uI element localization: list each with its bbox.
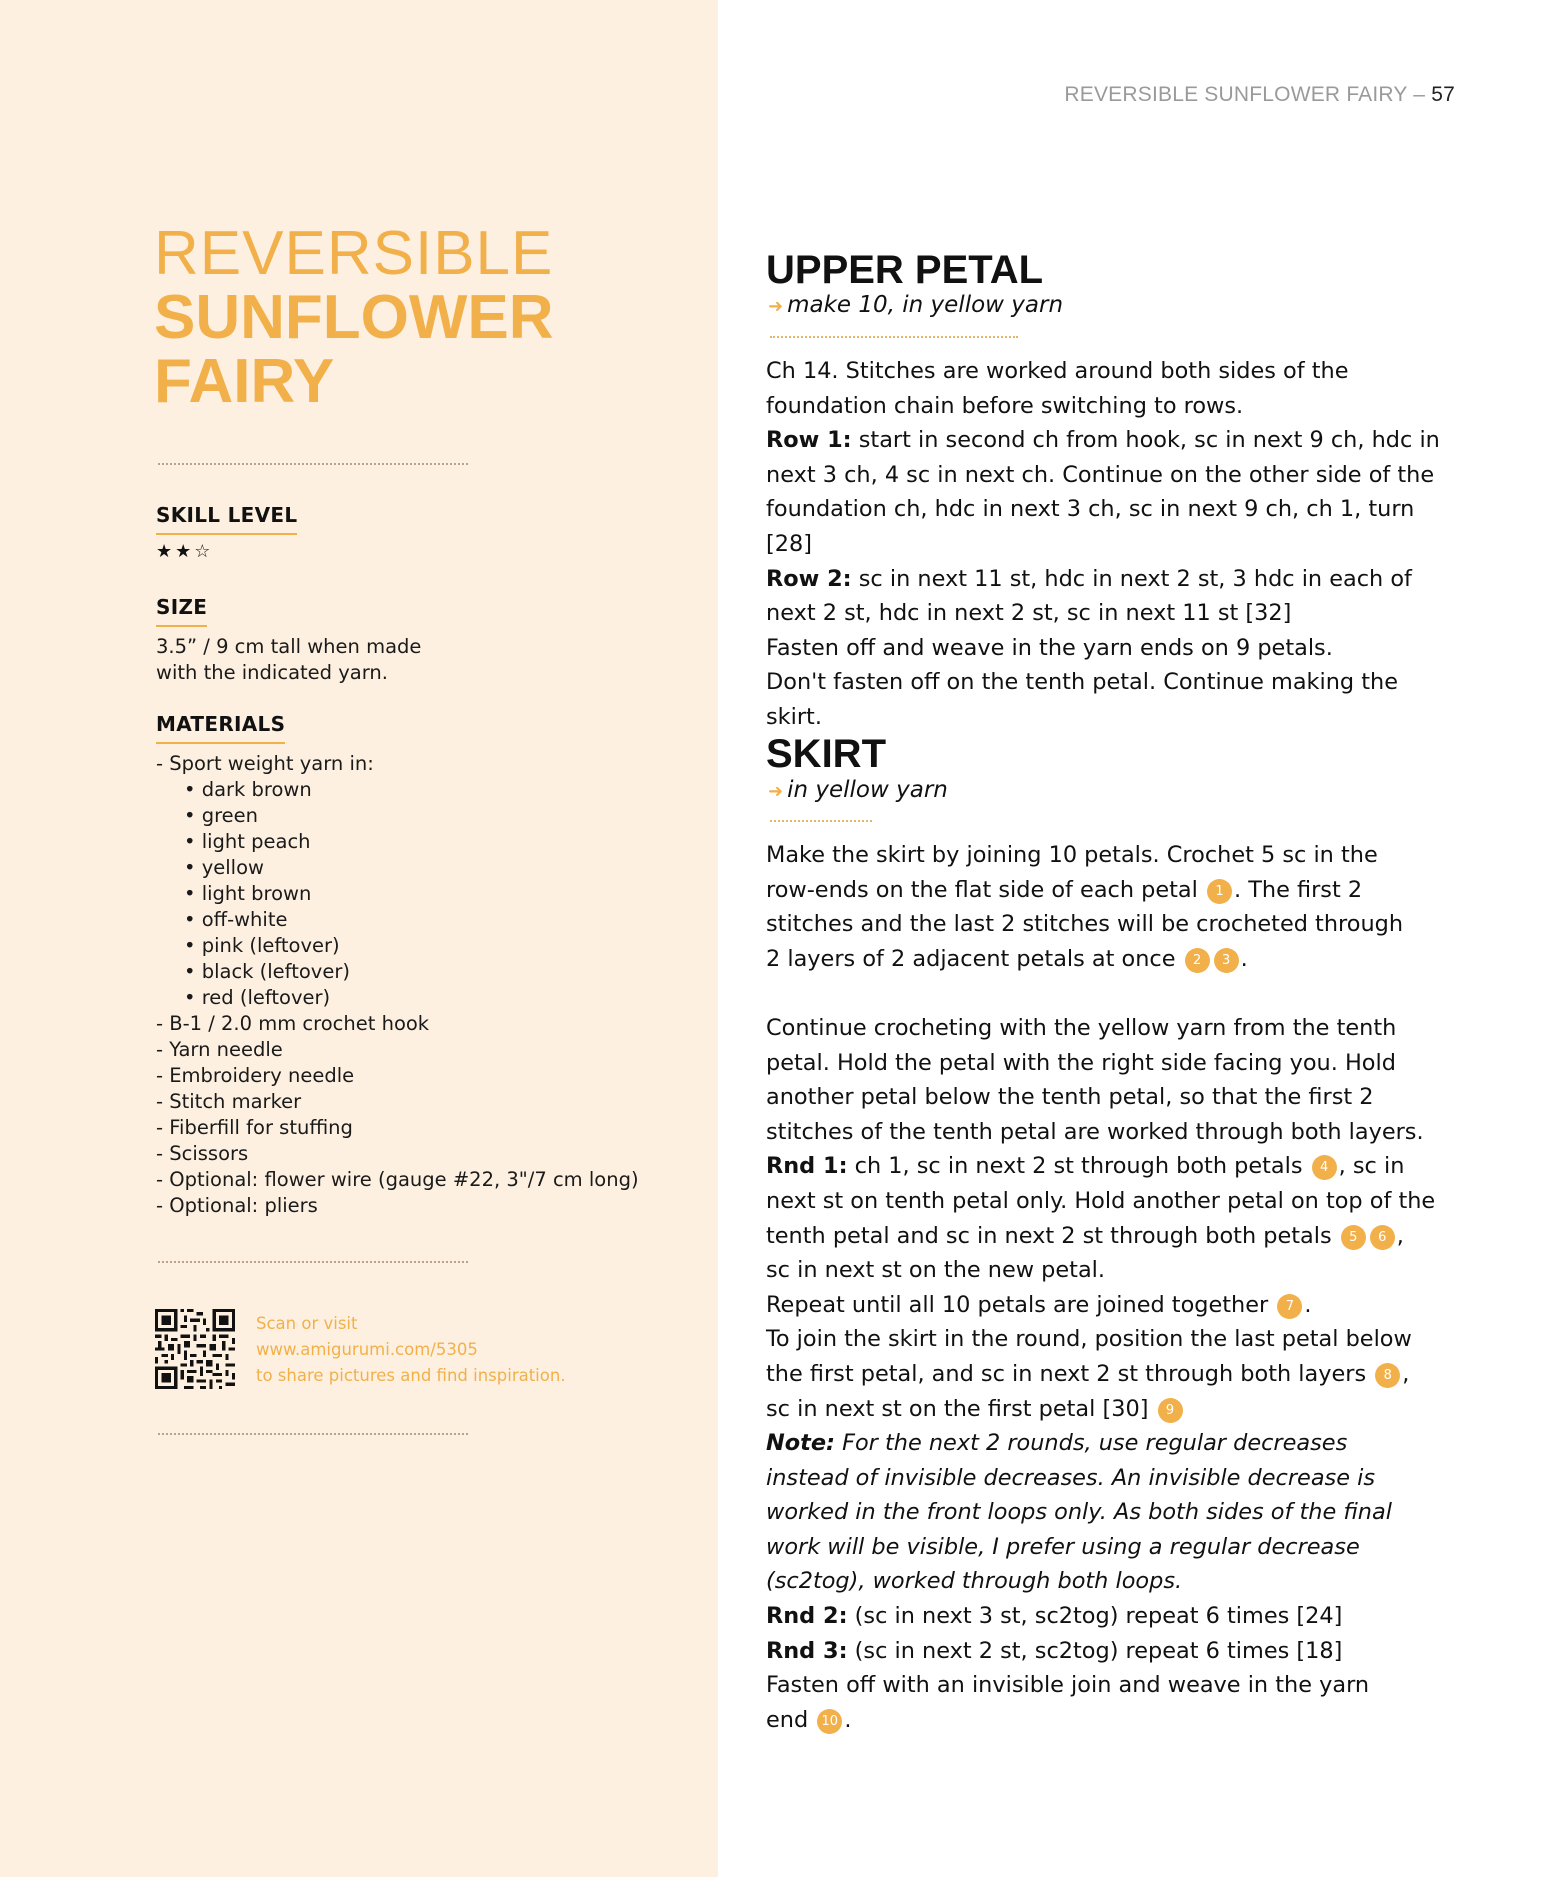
running-separator: –: [1413, 83, 1426, 106]
divider: [158, 1433, 468, 1435]
note-line: [766, 1564, 1466, 1599]
note-text: worked in the front loops only. As both sides of the final: [766, 1499, 1392, 1526]
material-item: - Stitch marker: [156, 1090, 302, 1113]
instruction-text: , sc in: [1338, 1153, 1405, 1180]
note-line: [766, 1530, 1466, 1565]
instruction-line: [766, 1219, 1466, 1254]
instruction-line: next 2 st, hdc in next 2 st, sc in next 11 st [32]: [766, 600, 1292, 627]
title-line-2: SUNFLOWER: [154, 283, 554, 352]
title-line-1: REVERSIBLE: [154, 219, 554, 288]
note-label: Note:: [766, 1430, 835, 1457]
instruction-text: .: [1304, 1291, 1312, 1318]
instruction-text: ,: [1396, 1222, 1404, 1249]
instruction-line: [766, 1634, 1466, 1669]
divider: [158, 463, 468, 465]
step-badge: 9: [1158, 1398, 1183, 1423]
upper-petal-heading: UPPER PETAL: [766, 248, 1044, 292]
step-badge: 10: [817, 1709, 842, 1734]
upper-petal-subheading: [768, 292, 1063, 318]
round-label: Rnd 2:: [766, 1603, 848, 1630]
running-head: [1064, 83, 1455, 107]
instruction-line: [766, 562, 1466, 597]
yarn-color-item: • dark brown: [184, 778, 312, 801]
instruction-text: sc in next st on the first petal [30]: [766, 1395, 1149, 1422]
instruction-line: [766, 1149, 1466, 1184]
instruction-text: . The first 2: [1234, 876, 1363, 903]
materials-heading: MATERIALS: [156, 712, 285, 744]
subheading-text: make 10, in yellow yarn: [787, 292, 1064, 318]
row-label: Row 1:: [766, 427, 852, 454]
instruction-line: next 3 ch, 4 sc in next ch. Continue on the other side of the: [766, 461, 1435, 488]
paragraph-gap: [766, 976, 1466, 1011]
skirt-subheading: [768, 777, 948, 803]
instruction-line: [766, 1703, 1466, 1738]
size-heading: SIZE: [156, 595, 207, 627]
instruction-text: Repeat until all 10 petals are joined together: [766, 1291, 1269, 1318]
qr-line: Scan or visit: [256, 1314, 358, 1333]
round-label: Rnd 3:: [766, 1637, 848, 1664]
divider: [770, 820, 872, 822]
instruction-line: stitches and the last 2 stitches will be crocheted through: [766, 911, 1404, 938]
yarn-color-item: • black (leftover): [184, 960, 350, 983]
instruction-line: foundation chain before switching to rows.: [766, 392, 1244, 419]
skill-stars: ★★☆: [156, 541, 214, 562]
instruction-text: (sc in next 3 st, sc2tog) repeat 6 times [24]: [854, 1603, 1343, 1630]
material-item: - Sport weight yarn in:: [156, 752, 374, 775]
note-text: (sc2tog), worked through both loops.: [766, 1568, 1183, 1595]
yarn-color-item: • red (leftover): [184, 986, 331, 1009]
arrow-icon: ➜: [768, 781, 784, 802]
instruction-line: foundation ch, hdc in next 3 ch, sc in next 9 ch, ch 1, turn [28]: [766, 496, 1415, 557]
material-item: - Fiberfill for stuffing: [156, 1116, 353, 1139]
divider: [770, 336, 1018, 338]
note-text: For the next 2 rounds, use regular decreases: [842, 1430, 1348, 1457]
skirt-heading: SKIRT: [766, 732, 886, 776]
instruction-text: .: [1240, 945, 1248, 972]
subheading-text: in yellow yarn: [787, 777, 948, 803]
step-badge: 5: [1341, 1225, 1366, 1250]
row-label: Row 2:: [766, 565, 852, 592]
instruction-line: Fasten off with an invisible join and weave in the yarn: [766, 1672, 1370, 1699]
yarn-color-item: • light peach: [184, 830, 311, 853]
material-item: - B-1 / 2.0 mm crochet hook: [156, 1012, 430, 1035]
note-line: [766, 1461, 1466, 1496]
instruction-line: another petal below the tenth petal, so that the first 2: [766, 1084, 1374, 1111]
instruction-line: petal. Hold the petal with the right side facing you. Hold: [766, 1049, 1396, 1076]
instruction-line: sc in next st on the new petal.: [766, 1257, 1105, 1284]
size-text: [156, 634, 476, 686]
yarn-color-item: • green: [184, 804, 259, 827]
step-badge: 4: [1312, 1155, 1337, 1180]
note-line: [766, 1495, 1466, 1530]
material-item: - Optional: flower wire (gauge #22, 3"/7 cm long): [156, 1168, 639, 1191]
instruction-text: row-ends on the flat side of each petal: [766, 876, 1198, 903]
arrow-icon: ➜: [768, 296, 784, 317]
step-badge: 3: [1214, 948, 1239, 973]
note-line: [766, 1426, 1466, 1461]
instruction-text: start in second ch from hook, sc in next 9 ch, hdc in: [858, 427, 1440, 454]
instruction-line: [766, 423, 1466, 458]
upper-petal-instructions: [766, 354, 1466, 735]
instruction-text: the first petal, and sc in next 2 st through both layers: [766, 1360, 1367, 1387]
note-text: work will be visible, I prefer using a regular decrease: [766, 1533, 1360, 1560]
skill-level-heading: SKILL LEVEL: [156, 503, 297, 535]
size-line: 3.5” / 9 cm tall when made: [156, 635, 422, 658]
instruction-line: stitches of the tenth petal are worked through both layers.: [766, 1118, 1424, 1145]
running-title: REVERSIBLE SUNFLOWER FAIRY: [1064, 83, 1408, 106]
yarn-color-item: • pink (leftover): [184, 934, 340, 957]
skirt-instructions: [766, 838, 1466, 1737]
step-badge: 1: [1207, 879, 1232, 904]
page-number: 57: [1431, 83, 1455, 106]
qr-code-icon[interactable]: [155, 1309, 235, 1389]
instruction-line: To join the skirt in the round, position the last petal below: [766, 1326, 1412, 1353]
qr-url-link[interactable]: www.amigurumi.com/5305: [256, 1340, 478, 1359]
instruction-line: Continue crocheting with the yellow yarn from the tenth: [766, 1014, 1397, 1041]
instruction-line: [766, 1392, 1466, 1427]
material-item: - Yarn needle: [156, 1038, 283, 1061]
material-item: - Optional: pliers: [156, 1194, 318, 1217]
instruction-line: Make the skirt by joining 10 petals. Crochet 5 sc in the: [766, 842, 1378, 868]
step-badge: 6: [1370, 1225, 1395, 1250]
step-badge: 8: [1375, 1363, 1400, 1388]
step-badge: 7: [1277, 1294, 1302, 1319]
instruction-text: 2 layers of 2 adjacent petals at once: [766, 945, 1176, 972]
instruction-text: ,: [1402, 1360, 1410, 1387]
instruction-line: Ch 14. Stitches are worked around both sides of the: [766, 358, 1349, 384]
instruction-line: [766, 873, 1466, 908]
instruction-line: skirt.: [766, 703, 822, 730]
instruction-text: ch 1, sc in next 2 st through both petals: [854, 1153, 1303, 1180]
yarn-color-item: • off-white: [184, 908, 288, 931]
yarn-color-item: • yellow: [184, 856, 264, 879]
qr-caption: [256, 1311, 566, 1389]
material-item: - Embroidery needle: [156, 1064, 355, 1087]
instruction-text: (sc in next 2 st, sc2tog) repeat 6 times [18]: [854, 1637, 1343, 1664]
yarn-color-item: • light brown: [184, 882, 312, 905]
instruction-text: sc in next 11 st, hdc in next 2 st, 3 hdc in each of: [858, 565, 1412, 592]
instruction-text: end: [766, 1706, 809, 1733]
instruction-line: Don't fasten off on the tenth petal. Continue making the: [766, 669, 1398, 696]
step-badge: 2: [1185, 948, 1210, 973]
note-text: instead of invisible decreases. An invisible decrease is: [766, 1464, 1375, 1491]
title-line-3: FAIRY: [154, 347, 335, 416]
instruction-line: [766, 1599, 1466, 1634]
instruction-text: tenth petal and sc in next 2 st through both petals: [766, 1222, 1332, 1249]
materials-list: [156, 751, 639, 1219]
pattern-title: [154, 219, 554, 416]
divider: [158, 1261, 468, 1263]
round-label: Rnd 1:: [766, 1153, 848, 1180]
instruction-line: [766, 1288, 1466, 1323]
instruction-line: [766, 1357, 1466, 1392]
instruction-line: Fasten off and weave in the yarn ends on 9 petals.: [766, 634, 1333, 661]
material-item: - Scissors: [156, 1142, 249, 1165]
instruction-line: next st on tenth petal only. Hold another petal on top of the: [766, 1187, 1436, 1214]
instruction-line: [766, 942, 1466, 977]
size-line: with the indicated yarn.: [156, 661, 388, 684]
instruction-text: .: [844, 1706, 852, 1733]
qr-line: to share pictures and find inspiration.: [256, 1366, 566, 1385]
